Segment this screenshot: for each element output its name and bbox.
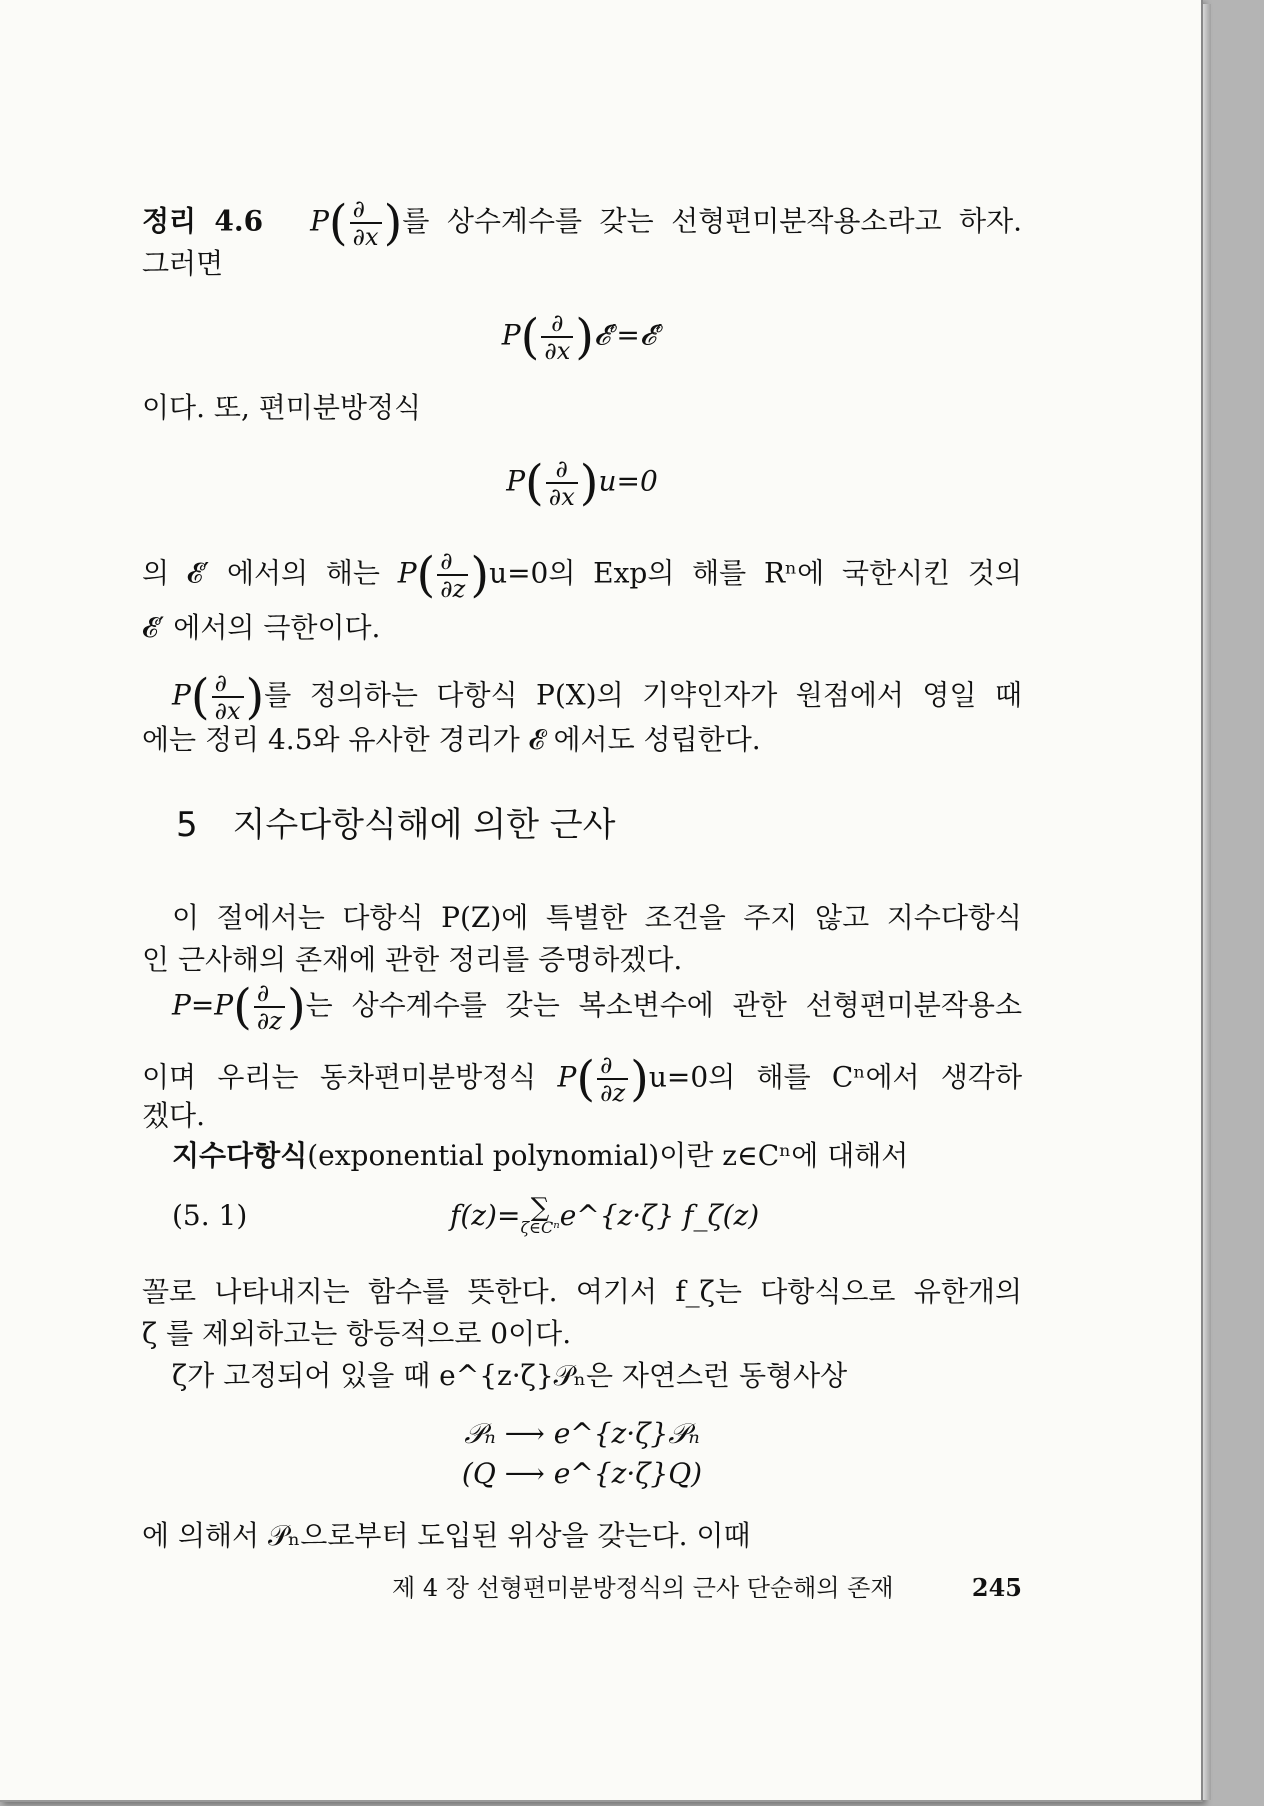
- theorem-line-5: 𝓔′ 에서의 극한이다.: [142, 611, 381, 644]
- page-edge: [1203, 4, 1211, 1800]
- mapping-line-1: 𝒫ₙ ⟶ e^{z·ζ}𝒫ₙ: [464, 1417, 700, 1450]
- theorem-line-3: 이다. 또, 편미분방정식: [142, 391, 422, 424]
- remark-line-2: 에는 정리 4.5와 유사한 경리가 𝓔 에서도 성립한다.: [142, 723, 761, 756]
- theorem-line-4: 의 𝓔′ 에서의 해는 P( $\frac{\partial}{\partial z}$ )u=0의 Exp의 해를 Rⁿ에 국한시킨 것의: [142, 547, 1022, 603]
- operator-p: P: [310, 204, 329, 238]
- definition-term: 지수다항식: [172, 1139, 308, 1172]
- theorem-line-1-text: 를 상수계수를 갖는 선형편미분작용소라고 하자.: [402, 204, 1023, 238]
- paragraph-1-line-2: 인 근사해의 존재에 관한 정리를 증명하겠다.: [142, 943, 683, 976]
- mapping-line-2: (Q ⟶ e^{z·ζ}Q): [461, 1457, 703, 1490]
- equation-label: (5. 1): [172, 1199, 248, 1232]
- section-number: 5: [176, 805, 198, 845]
- paragraph-4-line-1: 꼴로 나타내지는 함수를 뜻한다. 여기서 f_ζ는 다항식으로 유한개의: [142, 1275, 1022, 1308]
- theorem-line-2: 그러면: [142, 247, 224, 280]
- theorem-line-1: 정리 4.6 P( $\frac{\partial}{\partial x}$ )를 상수계수를 갖는 선형편미분작용소라고 하자.: [142, 195, 1023, 251]
- section-title: 지수다항식해에 의한 근사: [232, 805, 616, 845]
- paragraph-5-line-1: ζ가 고정되어 있을 때 e^{z·ζ}𝒫ₙ은 자연스런 동형사상: [172, 1359, 848, 1392]
- paragraph-2-line-1: P=P( $\frac{\partial}{\partial z}$ )는 상수계수를 갖는 복소변수에 관한 선형편미분작용소: [172, 979, 1022, 1035]
- fraction-d-dx: $\frac{\partial}{\partial x}$: [350, 196, 382, 250]
- page-number: 245: [971, 1573, 1022, 1602]
- paragraph-6-line-1: 에 의해서 𝒫ₙ으로부터 도입된 위상을 갖는다. 이때: [142, 1519, 751, 1552]
- equation-1: P( $\frac{\partial}{\partial x}$ )𝓔′=𝓔′: [501, 309, 663, 365]
- paragraph-2-line-2: 이며 우리는 동차편미분방정식 P( $\frac{\partial}{\partial z}$ )u=0의 해를 Cⁿ에서 생각하: [142, 1051, 1022, 1107]
- remark-line-1: P( $\frac{\partial}{\partial x}$ )를 정의하는 다항식 P(X)의 기약인자가 원점에서 영일 때: [172, 669, 1022, 725]
- chapter-title: 제 4 장 선형편미분방정식의 근사 단순해의 존재: [392, 1574, 894, 1602]
- paragraph-4-line-2: ζ 를 제외하고는 항등적으로 0이다.: [142, 1317, 572, 1350]
- section-heading: [142, 805, 1022, 847]
- paragraph-2-line-3: 겠다.: [142, 1099, 205, 1132]
- theorem-label: 정리 4.6: [142, 204, 264, 238]
- definition-line: 지수다항식(exponential polynomial)이란 z∈Cⁿ에 대해서: [172, 1139, 909, 1172]
- equation-2: P( $\frac{\partial}{\partial x}$ )u=0: [506, 455, 658, 511]
- paragraph-1-line-1: 이 절에서는 다항식 P(Z)에 특별한 조건을 주지 않고 지수다항식: [172, 901, 1022, 934]
